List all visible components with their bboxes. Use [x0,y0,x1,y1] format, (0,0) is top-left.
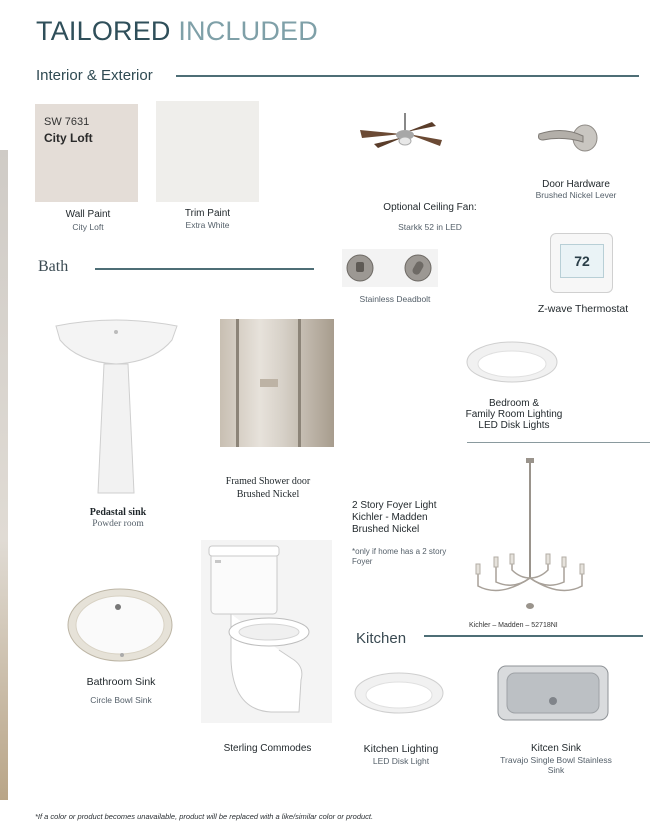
section-interior-heading: Interior & Exterior [36,67,153,84]
pedestal-sink-image [54,318,179,498]
door-hardware-label: Door Hardware [542,179,610,190]
ceiling-fan-image [350,110,450,160]
trim-paint-sub: Extra White [185,220,230,230]
shower-shelf [260,379,278,387]
thermostat-image [550,233,613,293]
section-kitchen-rule [424,635,643,637]
thermostat-label: Z-wave Thermostat [537,303,629,315]
pedestal-sink-label: Pedastal sink [89,507,147,518]
wall-paint-code: SW 7631 [44,116,90,128]
foyer-light-note2: Foyer [352,557,373,566]
shower-frame-right [298,319,301,447]
bedroom-lighting-line1: Bedroom & [488,398,540,409]
section-kitchen-heading: Kitchen [356,630,407,647]
bathroom-sink-label: Bathroom Sink [86,676,156,688]
foyer-light-line1: 2 Story Foyer Light [352,500,437,511]
shower-door-sub: Brushed Nickel [236,489,300,500]
kitchen-disk-light-image [353,671,445,715]
kitchen-lighting-sub: LED Disk Light [372,756,430,766]
deadbolt-image [342,249,438,287]
shower-frame-left [236,319,239,447]
ceiling-fan-sub: Starkk 52 in LED [398,222,462,232]
thermostat-screen [560,244,604,278]
foyer-light-line2: Kichler - Madden [352,512,428,523]
page-title [36,16,318,47]
bathroom-sink-sub: Circle Bowl Sink [90,695,152,705]
kitchen-sink-sub1: Travajo Single Bowl Stainless [500,755,612,765]
section-interior-rule [176,75,639,77]
title-part2: INCLUDED [178,16,318,46]
shower-door-image [220,319,334,447]
bathroom-sink-image [66,587,174,663]
chandelier-image [470,458,586,618]
kitchen-sink-sub2: Sink [547,765,565,775]
footer-note: *If a color or product becomes unavailable, product will be replaced with a like/similar color or product. [35,812,374,821]
pedestal-sink-sub: Powder room [92,519,144,529]
title-part1: TAILORED [36,16,171,46]
left-edge-photo-strip [0,150,8,800]
foyer-light-line3: Brushed Nickel [352,524,420,535]
wall-paint-color-name: City Loft [44,131,93,145]
trim-paint-swatch [156,101,259,202]
bedroom-disk-light-image [465,340,559,384]
foyer-light-text [352,500,436,536]
foyer-light-note1: *only if home has a 2 story [352,547,447,556]
wall-paint-sub: City Loft [72,222,104,232]
bedroom-lighting-line2: Family Room Lighting [465,409,563,420]
door-lever-image [533,118,603,154]
foyer-light-note [352,547,446,567]
chandelier-caption: Kichler – Madden – 52718NI [469,622,558,629]
trim-paint-label: Trim Paint [184,208,231,219]
thermostat-display: 72 [574,253,590,269]
deadbolt-label: Stainless Deadbolt [359,294,431,304]
kitchen-lighting-label: Kitchen Lighting [363,743,439,755]
kitchen-sink-label: Kitcen Sink [530,743,582,754]
door-hardware-sub: Brushed Nickel Lever [535,190,617,200]
bedroom-lighting-line3: LED Disk Lights [478,420,550,431]
section-bath-heading: Bath [38,258,69,275]
wall-paint-label: Wall Paint [65,209,111,220]
ceiling-fan-label: Optional Ceiling Fan: [383,202,477,213]
section-bath-rule [95,268,314,270]
bedroom-lighting-divider [467,442,650,443]
wall-paint-swatch [35,104,138,202]
kitchen-sink-image [497,665,609,721]
commode-label: Sterling Commodes [223,743,312,754]
commode-image [201,540,332,723]
shower-door-label: Framed Shower door [225,476,311,487]
